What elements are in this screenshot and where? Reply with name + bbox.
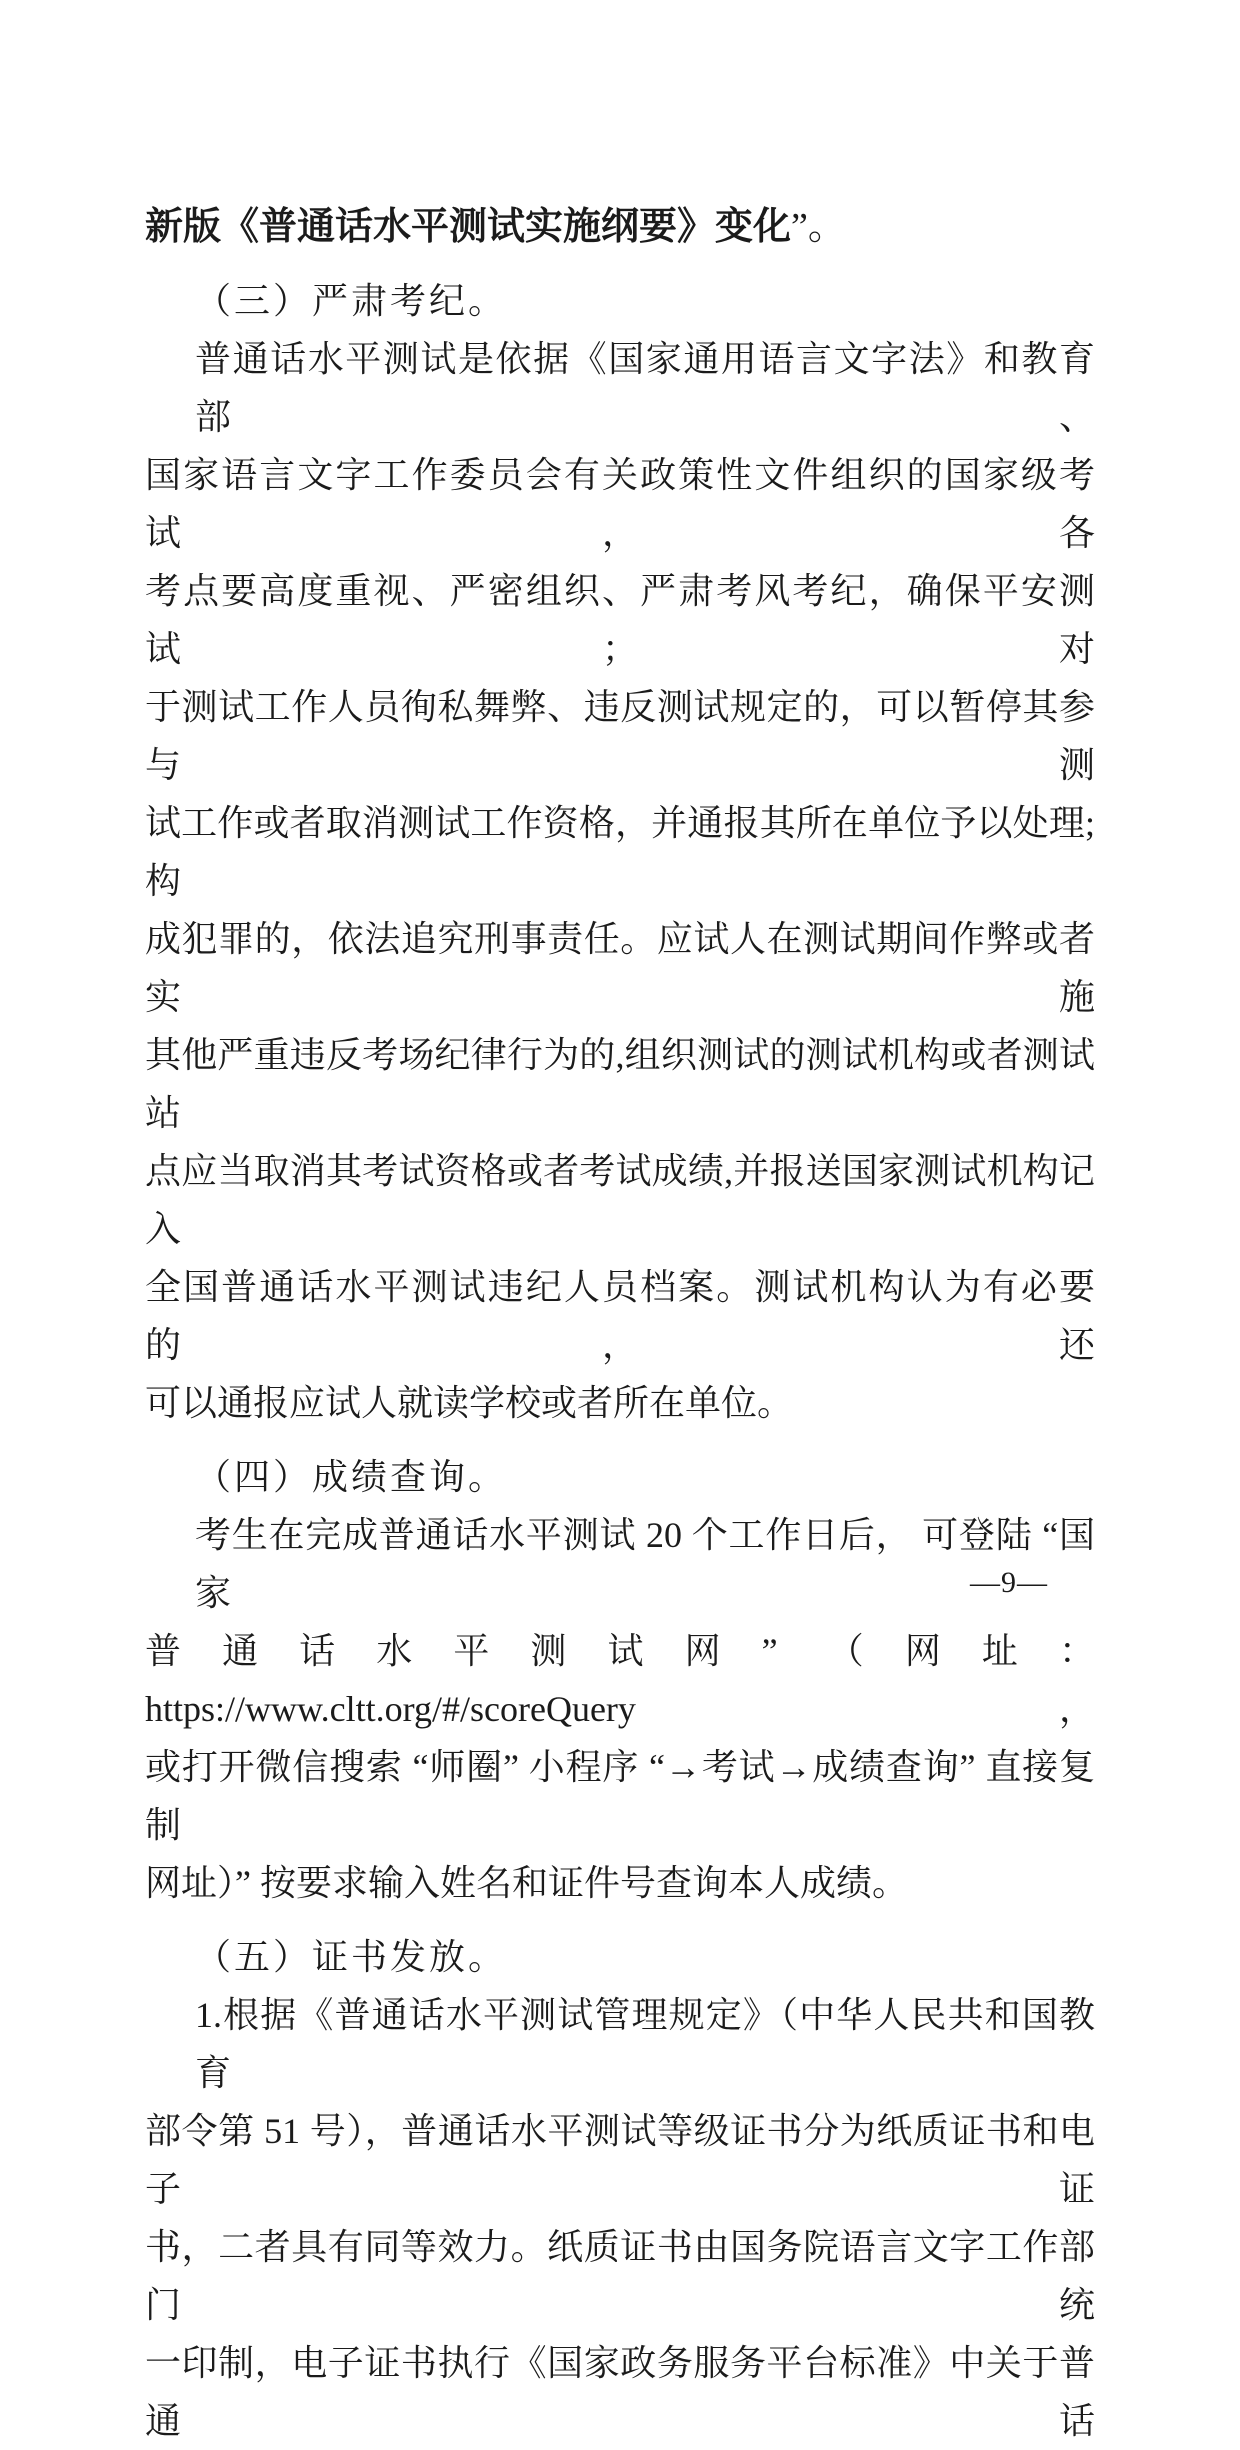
text-run: ， bbox=[635, 1689, 1095, 1729]
text-line bbox=[145, 1928, 1095, 1986]
text-run: 网址）” 按要求输入姓名和证件号查询本人成绩。 bbox=[145, 1863, 908, 1903]
text-line bbox=[145, 1622, 1095, 1738]
text-run: 普通话水平测试是依据《国家通用语言文字法》和教育部、 bbox=[195, 339, 1095, 437]
text-line bbox=[145, 794, 1095, 910]
text-line bbox=[145, 562, 1095, 678]
text-line bbox=[145, 1738, 1095, 1854]
text-run: 国家语言文字工作委员会有关政策性文件组织的国家级考试，各 bbox=[145, 455, 1095, 553]
text-run: （三）严肃考纪。 bbox=[195, 281, 508, 321]
text-line bbox=[145, 678, 1095, 794]
text-run: 部令第 51 号），普通话水平测试等级证书分为纸质证书和电子证 bbox=[145, 2111, 1095, 2209]
text-run: （五）证书发放。 bbox=[195, 1937, 508, 1977]
text-run: 点应当取消其考试资格或者考试成绩,并报送国家测试机构记入 bbox=[145, 1151, 1095, 1249]
text-run: 考生在完成普通话水平测试 20 个工作日后， 可登陆 “国家 bbox=[195, 1515, 1095, 1613]
text-run: 考点要高度重视、严密组织、严肃考风考纪，确保平安测试；对 bbox=[145, 571, 1095, 669]
text-run: 一印制，电子证书执行《国家政务服务平台标准》中关于普通话 bbox=[145, 2343, 1095, 2441]
text-line bbox=[145, 1986, 1095, 2102]
text-run: 于测试工作人员徇私舞弊、违反测试规定的，可以暂停其参与测 bbox=[145, 687, 1095, 785]
text-line bbox=[145, 2218, 1095, 2334]
text-run: 可以通报应试人就读学校或者所在单位。 bbox=[145, 1383, 794, 1423]
text-line bbox=[145, 1854, 1095, 1912]
text-line bbox=[145, 446, 1095, 562]
text-line bbox=[145, 2334, 1095, 2450]
text-run: 1.根据《普通话水平测试管理规定》（中华人民共和国教育 bbox=[195, 1995, 1095, 2093]
page-number: —9— bbox=[970, 1566, 1048, 1599]
text-line bbox=[145, 2102, 1095, 2218]
text-line bbox=[145, 1374, 1095, 1432]
text-run: 全国普通话水平测试违纪人员档案。测试机构认为有必要的，还 bbox=[145, 1267, 1095, 1365]
text-run: 其他严重违反考场纪律行为的,组织测试的测试机构或者测试站 bbox=[145, 1035, 1095, 1133]
text-run: 新版《普通话水平测试实施纲要》变化 bbox=[145, 206, 792, 248]
text-run: ”。 bbox=[791, 206, 846, 248]
text-line bbox=[145, 1258, 1095, 1374]
text-line bbox=[145, 330, 1095, 446]
text-line bbox=[145, 1142, 1095, 1258]
text-line bbox=[145, 910, 1095, 1026]
text-line bbox=[145, 198, 1095, 256]
text-line bbox=[145, 1026, 1095, 1142]
text-run: 普通话水平测试网” （网址： bbox=[145, 1631, 1095, 1671]
text-run: 试工作或者取消测试工作资格，并通报其所在单位予以处理;构 bbox=[145, 803, 1095, 901]
text-run: 或打开微信搜索 “师圈” 小程序 “→考试→成绩查询” 直接复制 bbox=[145, 1747, 1095, 1845]
text-line bbox=[145, 1506, 1095, 1622]
text-run: 书，二者具有同等效力。纸质证书由国务院语言文字工作部门统 bbox=[145, 2227, 1095, 2325]
text-run: https://www.cltt.org/#/scoreQuery bbox=[145, 1689, 636, 1729]
text-line bbox=[145, 1448, 1095, 1506]
text-run: 成犯罪的，依法追究刑事责任。应试人在测试期间作弊或者实施 bbox=[145, 919, 1095, 1017]
text-line bbox=[145, 272, 1095, 330]
text-run: （四）成绩查询。 bbox=[195, 1457, 508, 1497]
text-block bbox=[145, 198, 1095, 2450]
